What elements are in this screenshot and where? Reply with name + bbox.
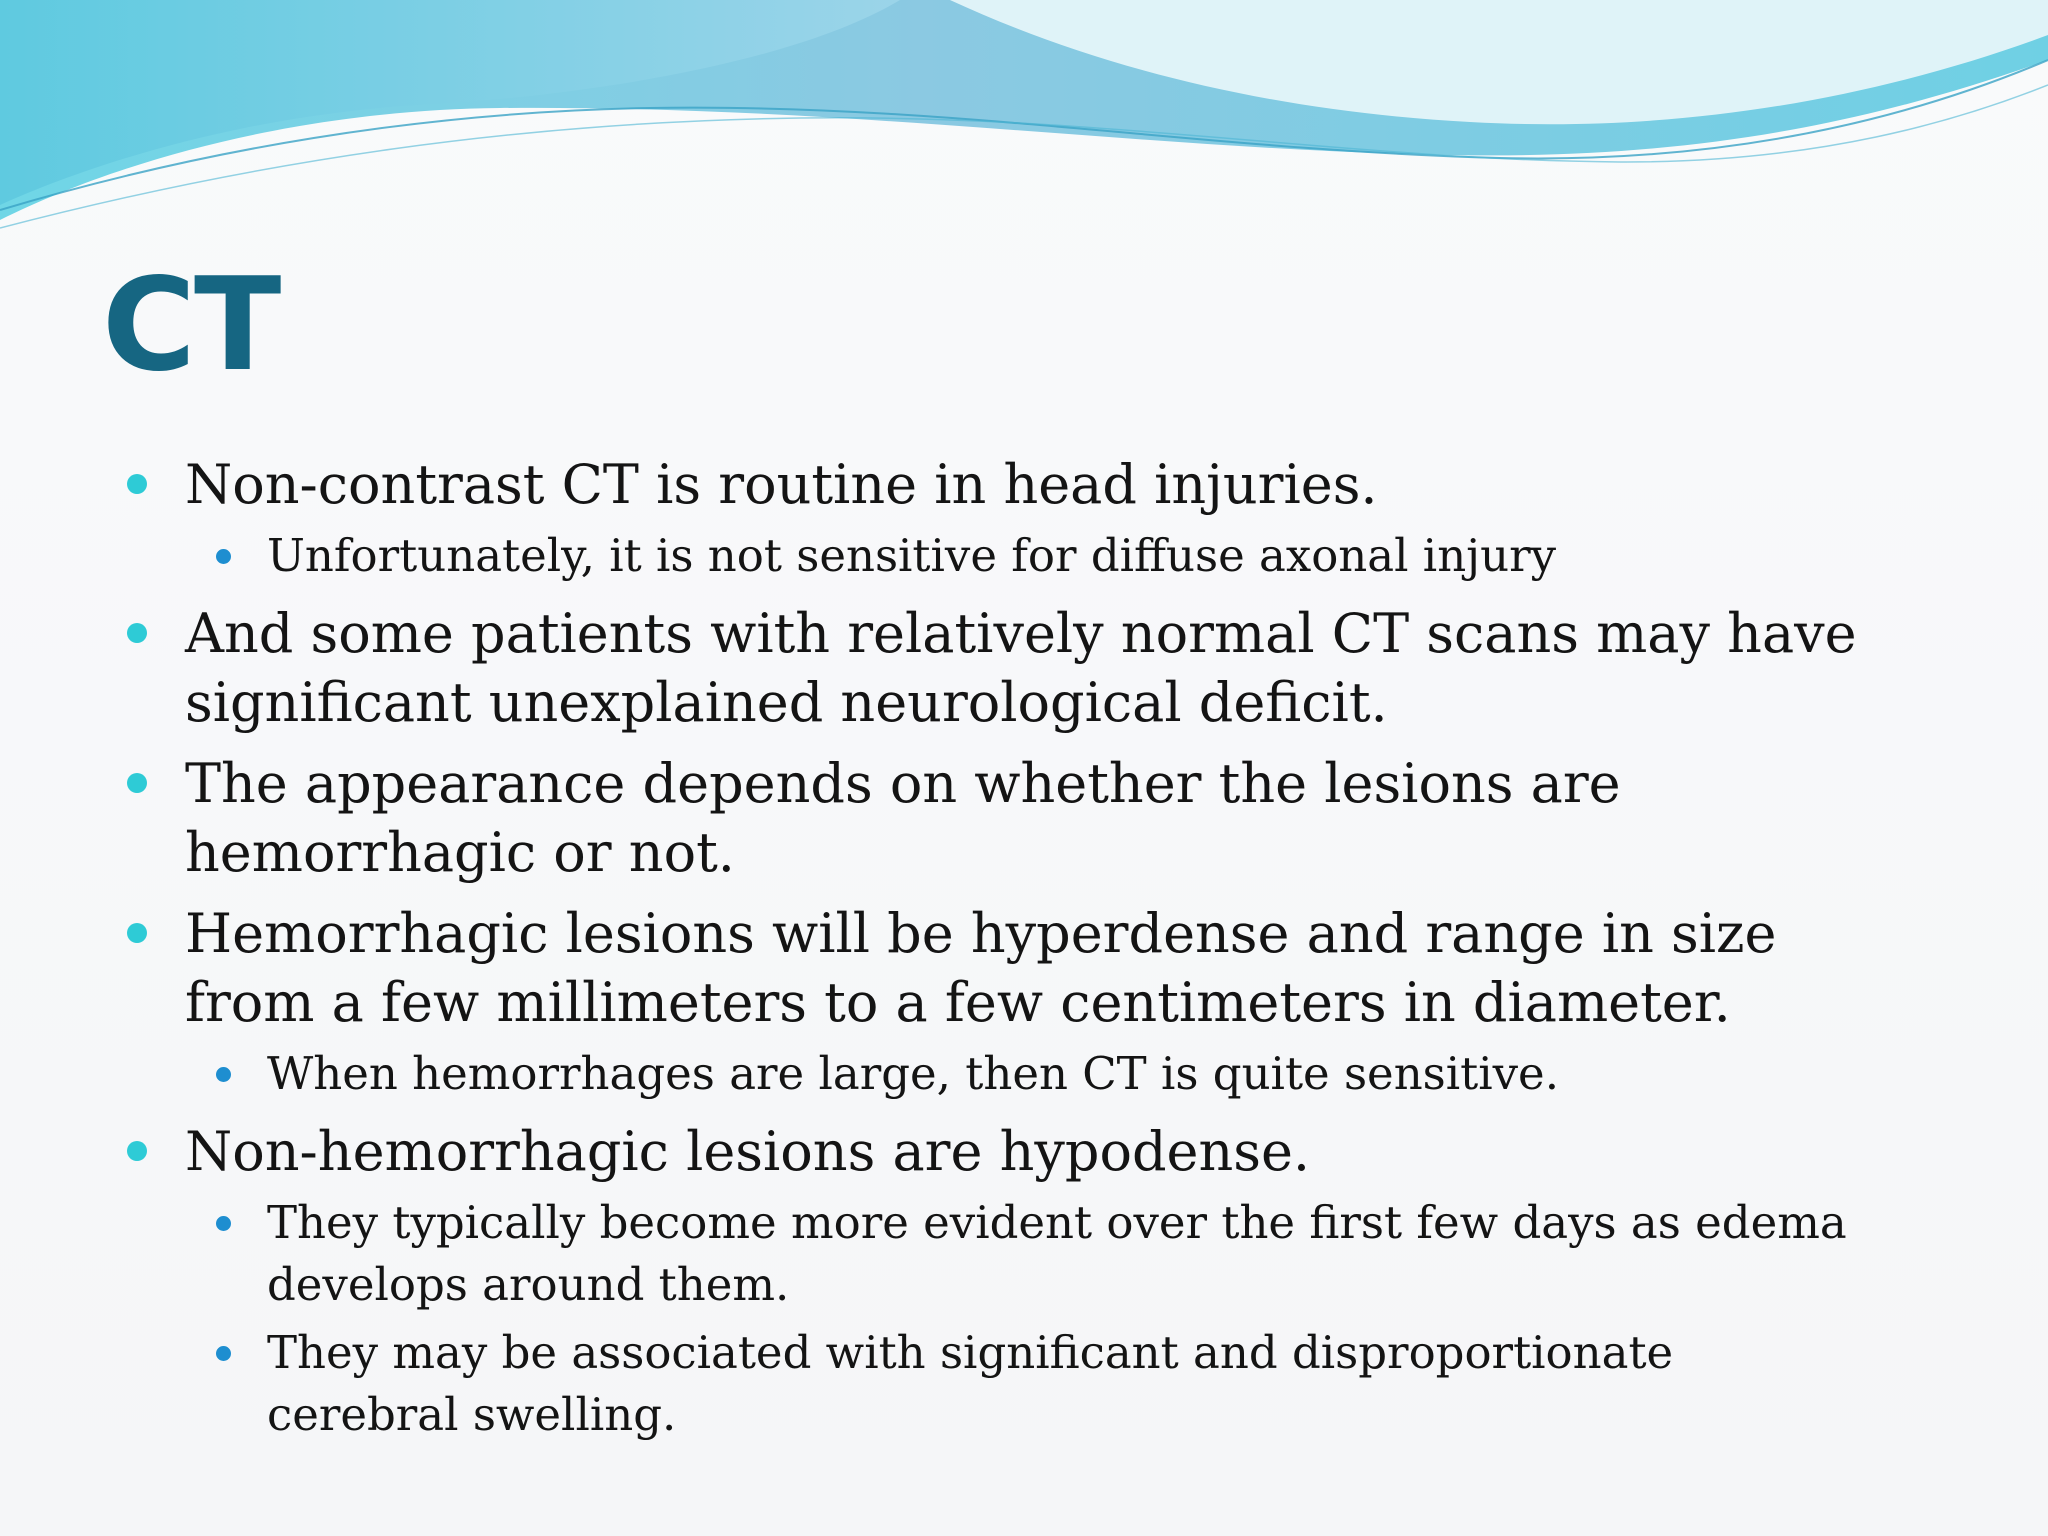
sub-bullet-item: [267, 1322, 1867, 1446]
bullet-text: And some patients with relatively normal CT scans may have significant unexplained neurological deficit.: [185, 602, 1857, 734]
bullet-text: Non-contrast CT is routine in head injuries.: [185, 453, 1378, 516]
sub-bullet-text: When hemorrhages are large, then CT is quite sensitive.: [267, 1047, 1559, 1100]
sub-bullet-item: [267, 1192, 1867, 1316]
sub-bullet-dot-icon: [216, 549, 231, 564]
bullet-list: [0, 438, 2048, 1446]
bullet-dot-icon: [127, 923, 147, 943]
sub-bullet-text: They may be associated with significant and disproportionate cerebral swelling.: [267, 1326, 1674, 1441]
bullet-item: [185, 1117, 1885, 1186]
bullet-text: Non-hemorrhagic lesions are hypodense.: [185, 1120, 1311, 1183]
header-wave-decoration: [0, 0, 2048, 240]
bullet-item: [185, 899, 1885, 1037]
sub-bullet-item: [267, 1043, 1867, 1105]
sub-bullet-text: They typically become more evident over the first few days as edema develops around them.: [267, 1196, 1847, 1311]
sub-bullet-item: [267, 525, 1867, 587]
bullet-item: [185, 749, 1885, 887]
sub-bullet-dot-icon: [216, 1216, 231, 1231]
bullet-dot-icon: [127, 1141, 147, 1161]
slide-title: CT: [102, 251, 280, 400]
bullet-item: [185, 599, 1885, 737]
bullet-text: The appearance depends on whether the lesions are hemorrhagic or not.: [185, 752, 1621, 884]
bullet-dot-icon: [127, 474, 147, 494]
sub-bullet-text: Unfortunately, it is not sensitive for diffuse axonal injury: [267, 529, 1557, 582]
sub-bullet-dot-icon: [216, 1067, 231, 1082]
bullet-text: Hemorrhagic lesions will be hyperdense and range in size from a few millimeters to a few centimeters in diameter.: [185, 902, 1777, 1034]
bullet-dot-icon: [127, 773, 147, 793]
sub-bullet-dot-icon: [216, 1346, 231, 1361]
bullet-item: [185, 450, 1885, 519]
bullet-dot-icon: [127, 623, 147, 643]
